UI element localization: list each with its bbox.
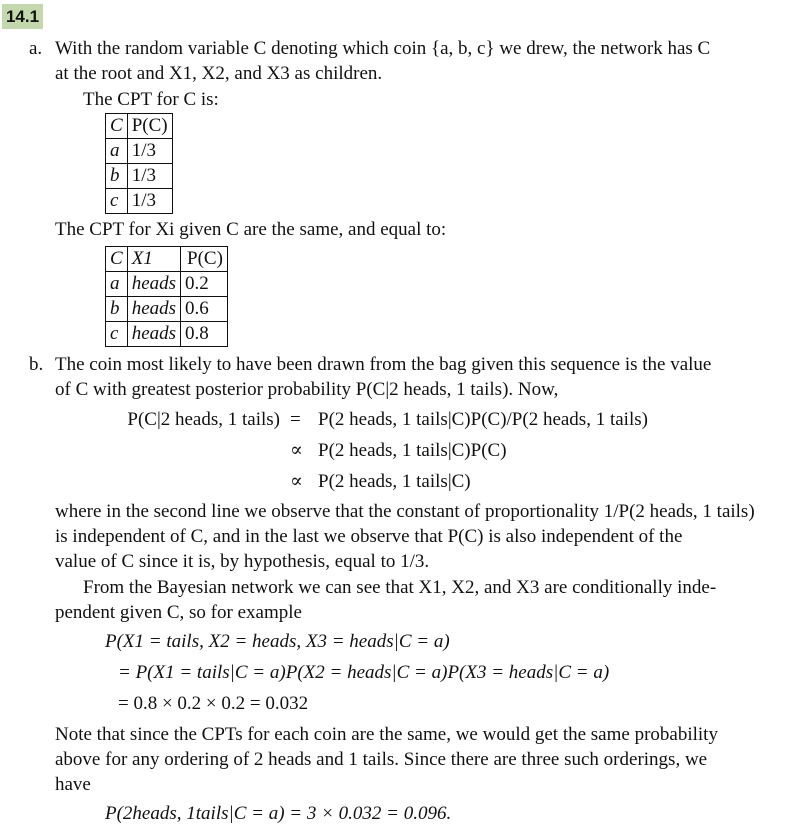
para2-line1: From the Bayesian network we can see that X1, X2, and X3 are conditionally inde- [83,577,717,598]
table-header-cell: X1 [127,247,180,272]
table-row [106,322,228,347]
cpt-c-caption: The CPT for C is: [83,89,219,110]
table-cell: 1/3 [127,164,172,189]
table-cell: 0.8 [181,322,228,347]
part-a-marker: a. [29,38,43,59]
table-row [106,189,173,214]
eq1-rel: = [290,409,301,430]
table-row [106,164,173,189]
part-a-line2: at the root and X1, X2, and X3 as children. [55,63,383,84]
eq3-rel: ∝ [290,471,303,492]
eq3-rhs: P(2 heads, 1 tails|C) [318,471,471,492]
para1-line1: where in the second line we observe that the constant of proportionality 1/P(2 heads, 1 tails) [55,501,755,522]
text-span: With the random variable C denoting which coin {a, b, c} we drew, the network has C [55,38,711,59]
eq1-rhs: P(2 heads, 1 tails|C)P(C)/P(2 heads, 1 tails) [318,409,648,430]
eq6: = 0.8 × 0.2 × 0.2 = 0.032 [118,693,309,714]
table-cell: 1/3 [127,189,172,214]
table-row [106,139,173,164]
para2-line2: pendent given C, so for example [55,602,302,623]
table-header-cell: C [106,114,128,139]
para3-line3: have [55,774,91,795]
part-b-line2: of C with greatest posterior probability P(C|2 heads, 1 tails). Now, [55,379,559,400]
para3-line1: Note that since the CPTs for each coin are the same, we would get the same probability [55,724,718,745]
table-cell: a [106,139,128,164]
eq1-lhs: P(C|2 heads, 1 tails) [127,409,280,430]
cpt-c-table [105,113,173,214]
part-b-line1: The coin most likely to have been drawn from the bag given this sequence is the value [55,354,712,375]
eq2-rhs: P(2 heads, 1 tails|C)P(C) [318,440,507,461]
table-cell: heads [127,272,180,297]
table-cell: c [106,322,128,347]
table-cell: 0.2 [181,272,228,297]
table-header-cell: P(C) [127,114,172,139]
para1-line3: value of C since it is, by hypothesis, equal to 1/3. [55,551,430,572]
cpt-x-table [105,246,228,347]
table-cell: c [106,189,128,214]
table-cell: b [106,297,128,322]
para1-line2: is independent of C, and in the last we observe that P(C) is also independent of the [55,526,683,547]
cpt-x-caption: The CPT for Xi given C are the same, and equal to: [55,219,447,240]
table-header-row [106,114,173,139]
part-b-marker: b. [29,354,44,375]
para3-line2: above for any ordering of 2 heads and 1 tails. Since there are three such orderings, we [55,749,708,770]
table-row [106,297,228,322]
table-header-cell: C [106,247,128,272]
table-cell: 1/3 [127,139,172,164]
table-header-cell: P(C) [181,247,228,272]
table-header-row [106,247,228,272]
table-cell: b [106,164,128,189]
table-cell: heads [127,297,180,322]
table-row [106,272,228,297]
table-cell: 0.6 [181,297,228,322]
eq5: = P(X1 = tails|C = a)P(X2 = heads|C = a)P(X3 = heads|C = a) [118,662,610,683]
table-cell: heads [127,322,180,347]
eq7: P(2heads, 1tails|C = a) = 3 × 0.032 = 0.096. [105,803,452,824]
eq4: P(X1 = tails, X2 = heads, X3 = heads|C = a) [105,631,450,652]
section-number: 14.1 [2,4,43,29]
eq2-rel: ∝ [290,440,303,461]
part-a-line1 [55,36,710,61]
table-cell: a [106,272,128,297]
